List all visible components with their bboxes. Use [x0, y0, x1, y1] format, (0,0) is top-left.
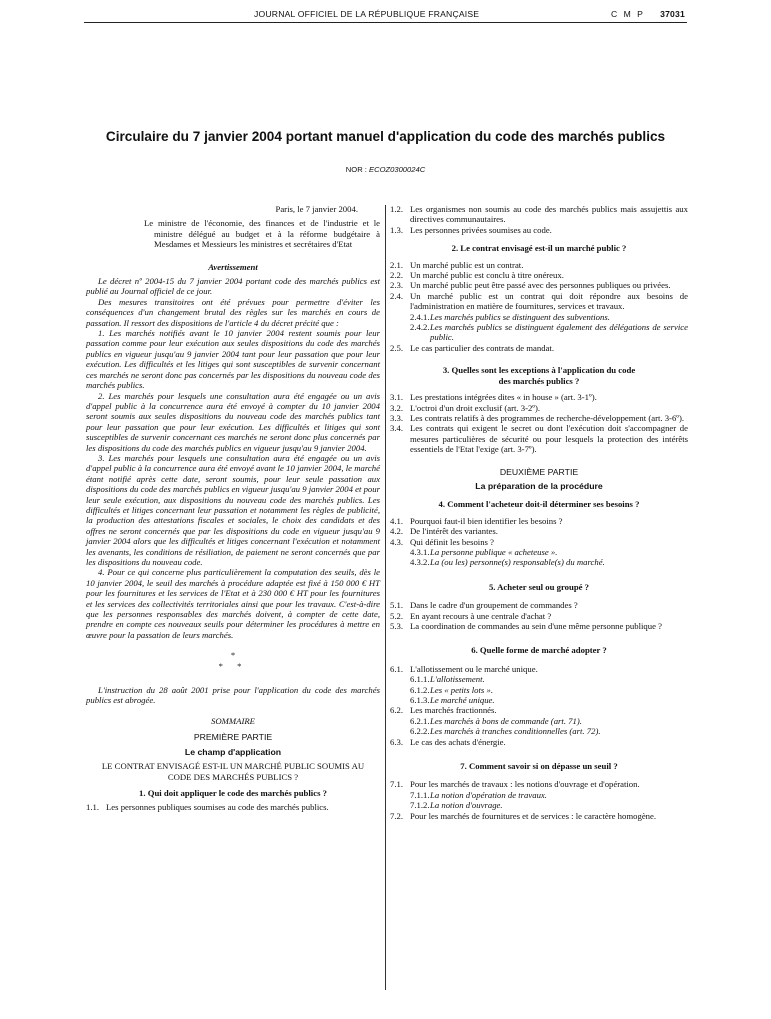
column-divider	[385, 205, 386, 990]
avertissement-heading: Avertissement	[208, 261, 258, 272]
left-column	[86, 204, 380, 813]
list-item: 3.1. Les prestations intégrées dites « in house » (art. 3-1º).	[390, 392, 597, 403]
question-3-heading: 3. Quelles sont les exceptions à l'application du code des marchés publics ?	[442, 365, 636, 386]
list-item: 1.1. Les personnes publiques soumises au code des marchés publics.	[86, 802, 329, 813]
list-item: 7.2. Pour les marchés de fournitures et de services : le caractère homogène.	[390, 810, 657, 821]
nor-label: NOR :	[345, 165, 367, 174]
running-header	[84, 8, 687, 23]
list-item: 3.2. L'octroi d'un droit exclusif (art. 3-2º).	[390, 402, 541, 413]
premiere-partie-heading: PREMIÈRE PARTIE	[193, 732, 273, 743]
sub-list-item: 7.1.2. La notion d'ouvrage.	[410, 800, 503, 811]
journal-name: JOURNAL OFFICIEL DE LA RÉPUBLIQUE FRANÇAISE	[254, 9, 480, 19]
paragraph-point-1: 1. Les marchés notifiés avant le 10 janvier 2004 restent soumis pour leur passation comme pour leur exécution aux seules dispositions du code des marchés publics en vigueur jusqu'au 9 janvier 2004 tant pour leur passation que pour leur exécution. Les difficultés et les litiges qui sont susceptibles de survenir concernant ces marchés ne seront donc pas concernés par les dispositions du nouveau code des marchés publics.	[86, 328, 380, 391]
paragraph-point-4: 4. Pour ce qui concerne plus particulièrement la computation des seuils, dès le 10 janvier 2004, le seuil des marchés à procédure adaptée est fixé à 150 000 € HT pour les fournitures et les services de l'Etat et à 230 000 € HT pour les fournitures et les services des collectivités territoriales ainsi que pour les travaux. C'est-à-dire que les personnes responsables des marchés doivent, à compter de cette date, prendre en compte ces nouveaux seuils pour déterminer les procédures à mettre en œuvre pour la passation de leurs marchés.	[86, 567, 380, 640]
deuxieme-partie-heading: DEUXIÈME PARTIE	[499, 466, 579, 477]
list-item: 4.2. De l'intérêt des variantes.	[390, 526, 498, 537]
list-item: 2.5. Le cas particulier des contrats de mandat.	[390, 342, 555, 353]
question-2-heading: 2. Le contrat envisagé est-il un marché public ?	[451, 243, 627, 254]
list-item: 2.1. Un marché public est un contrat.	[390, 259, 524, 270]
list-item: 2.4. Un marché public est un contrat qui doit répondre aux besoins de l'administration en matière de fournitures, services et travaux.	[390, 290, 688, 312]
list-item: 1.3. Les personnes privées soumises au code.	[390, 224, 552, 235]
champ-application-heading: Le champ d'application	[184, 746, 282, 757]
list-item: 4.3. Qui définit les besoins ?	[390, 536, 494, 547]
list-item: 5.3. La coordination de commandes au sein d'une même personne publique ?	[390, 621, 662, 631]
sub-list-item: 6.1.3. Le marché unique.	[410, 695, 495, 706]
nor-code: ECOZ0300024C	[369, 165, 426, 174]
list-item: 5.1. Dans le cadre d'un groupement de commandes ?	[390, 600, 578, 611]
sub-list-item: 2.4.1. Les marchés publics se distinguent des subventions.	[410, 311, 610, 322]
list-item: 1.2. Les organismes non soumis au code des marchés publics mais assujettis aux directives communautaires.	[390, 204, 688, 225]
sub-list-item: 6.1.2. Les « petits lots ».	[410, 684, 493, 695]
question-6-heading: 6. Quelle forme de marché adopter ?	[471, 645, 607, 656]
sub-list-item: 4.3.1. La personne publique « acheteuse ».	[410, 546, 558, 557]
list-item: 6.2. Les marchés fractionnés.	[390, 705, 497, 716]
sommaire-heading: SOMMAIRE	[211, 715, 255, 726]
addressee: Le ministre de l'économie, des finances et de l'industrie et le ministre délégué au budget et à la réforme budgétaire à Mesdames et Messieurs les ministres et secrétaires d'Etat	[144, 218, 380, 250]
list-item: 5.2. En ayant recours à une centrale d'achat ?	[390, 610, 552, 621]
list-item: 2.3. Un marché public peut être passé avec des personnes publiques ou privées.	[390, 280, 671, 291]
question-7-heading: 7. Comment savoir si on dépasse un seuil ?	[460, 761, 618, 772]
right-column	[390, 204, 688, 821]
contrat-caps-heading: LE CONTRAT ENVISAGÉ EST-IL UN MARCHÉ PUBLIC SOUMIS AU CODE DES MARCHÉS PUBLICS ?	[101, 761, 365, 782]
preparation-heading: La préparation de la procédure	[475, 480, 603, 491]
list-item: 4.1. Pourquoi faut-il bien identifier les besoins ?	[390, 515, 563, 526]
question-4-heading: 4. Comment l'acheteur doit-il déterminer ses besoins ?	[438, 499, 640, 510]
sub-list-item: 2.4.2. Les marchés publics se distinguent également des délégations de service public.	[410, 322, 688, 343]
paragraph-transitoires: Des mesures transitoires ont été prévues pour permettre d'éviter les conséquences d'un changement brutal des règles sur les marchés en cours de passation. Il ressort des dispositions de l'article 4 du décret précité que :	[86, 296, 380, 328]
document-title: Circulaire du 7 janvier 2004 portant manuel d'application du code des marchés publics	[105, 129, 666, 144]
page-number: 37031	[660, 9, 685, 19]
sub-list-item: 6.1.1. L'allotissement.	[410, 674, 485, 685]
separator-star-top: *	[230, 650, 236, 661]
list-item: 2.2. Un marché public est conclu à titre onéreux.	[390, 270, 564, 281]
instruction-abrogee: L'instruction du 28 août 2001 prise pour l'application du code des marchés publics est abrogée.	[86, 685, 380, 706]
list-item: 6.1. L'allotissement ou le marché unique.	[390, 663, 538, 674]
nor-reference	[0, 165, 771, 174]
list-item: 7.1. Pour les marchés de travaux : les notions d'ouvrage et d'opération.	[390, 779, 640, 790]
paragraph-point-3: 3. Les marchés pour lesquels une consultation aura été engagée ou un avis d'appel public à la concurrence aura été envoyé avant le 10 janvier 2004, le marché étant notifié après cette date, seront soumis, pour leur seule passation aux dispositions du code des marchés publics en vigueur jusqu'au 9 janvier 2004 et pour leur seule exécution, aux dispositions du nouveau code des marchés publics. Les difficultés et litiges concernant leur passation et notamment les règles de publicité, la production des attestations fiscales et sociales, le choix des candidats et des offres ne seront concernés que par les dispositions du code en vigueur jusqu'au 9 janvier 2004 alors que les difficultés et litiges concernant l'exécution et notamment les avenants, les conditions de résiliation, de paiement ne seront concernés que par les dispositions du nouveau code.	[86, 452, 380, 567]
sub-list-item: 6.2.1. Les marchés à bons de commande (art. 71).	[410, 715, 582, 726]
sub-list-item: 7.1.1. La notion d'opération de travaux.	[410, 789, 547, 800]
sub-list-item: 6.2.2. Les marchés à tranches conditionnelles (art. 72).	[410, 726, 601, 737]
place-date: Paris, le 7 janvier 2004.	[275, 204, 358, 214]
paragraph-point-2: 2. Les marchés pour lesquels une consultation aura été engagée ou un avis d'appel public à la concurrence aura été envoyé à compter du 10 janvier 2004 seront soumis aux seules dispositions du nouveau code des marchés publics tant pour leur passation que pour leur exécution. Les difficultés et litiges qui sont susceptibles de survenir concernant ces marchés ne seront donc plus concernés par les dispositions du code des marchés publics en vigueur jusqu'au 9 janvier 2004.	[86, 390, 380, 453]
section-code: C M P	[611, 9, 645, 19]
sub-list-item: 4.3.2. La (ou les) personne(s) responsable(s) du marché.	[410, 557, 605, 568]
list-item: 3.4. Les contrats qui exigent le secret ou dont l'exécution doit s'accompagner de mesures particulières de sécurité ou pour lesquels la protection des intérêts essentiels de l'Etat l'exige (art. 3-7º).	[390, 423, 688, 455]
paragraph-intro: Le décret nº 2004-15 du 7 janvier 2004 portant code des marchés publics est publié au Journal officiel de ce jour.	[86, 276, 380, 297]
question-5-heading: 5. Acheter seul ou groupé ?	[488, 581, 590, 592]
separator-star-bottom: * *	[218, 660, 248, 671]
list-item: 3.3. Les contrats relatifs à des programmes de recherche-développement (art. 3-6º).	[390, 412, 685, 423]
list-item: 6.3. Le cas des achats d'énergie.	[390, 736, 506, 747]
question-1-heading: 1. Qui doit appliquer le code des marchés publics ?	[139, 787, 327, 798]
